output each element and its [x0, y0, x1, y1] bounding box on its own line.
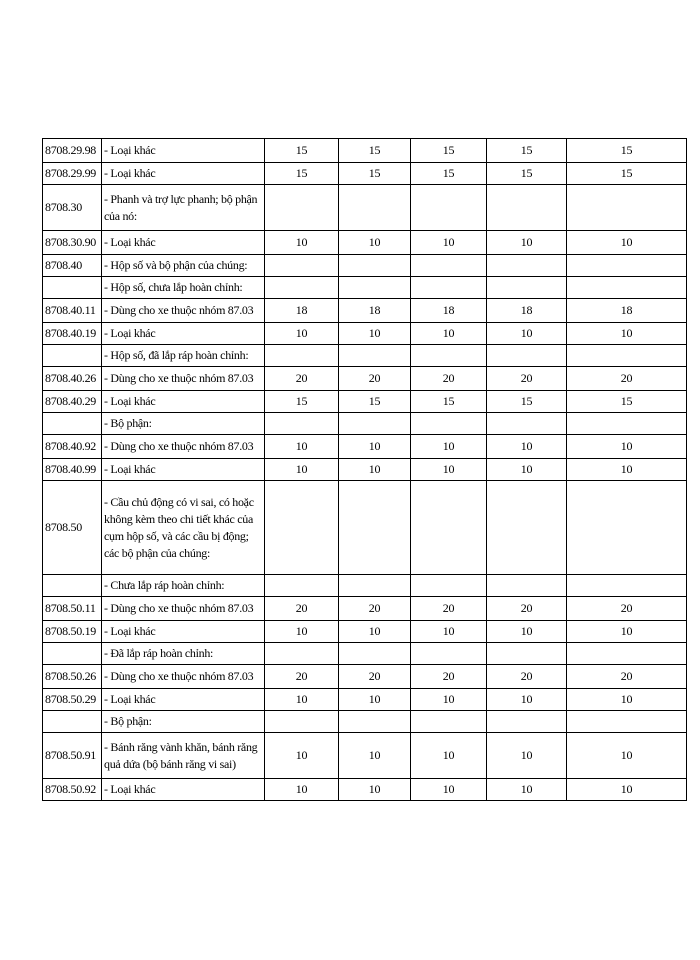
hs-code-cell: 8708.50.92: [43, 779, 102, 801]
rate-cell-year-3: [411, 481, 487, 575]
table-row: [43, 163, 687, 185]
rate-cell-year-4: 10: [487, 323, 567, 345]
rate-cell-year-2: 15: [339, 139, 411, 163]
rate-cell-year-1: 10: [265, 435, 339, 459]
rate-cell-year-2: 10: [339, 621, 411, 643]
hs-code-cell: 8708.29.99: [43, 163, 102, 185]
table-row: [43, 459, 687, 481]
description-cell: - Cầu chủ động có vi sai, có hoặc không kèm theo chi tiết khác của cụm hộp số, và các cầu bị động; các bộ phận của chúng:: [102, 481, 265, 575]
rate-cell-year-3: 10: [411, 323, 487, 345]
description-cell: - Bánh răng vành khăn, bánh răng quả dứa (bộ bánh răng vi sai): [102, 733, 265, 779]
rate-cell-year-3: 10: [411, 435, 487, 459]
rate-cell-year-1: 18: [265, 299, 339, 323]
description-cell: - Hộp số, đã lắp ráp hoàn chỉnh:: [102, 345, 265, 367]
rate-cell-year-4: [487, 413, 567, 435]
description-cell: - Bộ phận:: [102, 711, 265, 733]
rate-cell-year-4: [487, 345, 567, 367]
table-row: [43, 435, 687, 459]
rate-cell-year-3: [411, 711, 487, 733]
rate-cell-year-2: 20: [339, 367, 411, 391]
rate-cell-year-3: 18: [411, 299, 487, 323]
table-row: [43, 139, 687, 163]
rate-cell-year-2: [339, 413, 411, 435]
rate-cell-year-1: 15: [265, 163, 339, 185]
description-cell: - Dùng cho xe thuộc nhóm 87.03: [102, 597, 265, 621]
rate-cell-year-1: [265, 481, 339, 575]
table-row: [43, 643, 687, 665]
rate-cell-year-5: 10: [567, 459, 687, 481]
table-row: [43, 185, 687, 231]
rate-cell-year-5: 20: [567, 597, 687, 621]
rate-cell-year-1: [265, 413, 339, 435]
table-row: [43, 231, 687, 255]
rate-cell-year-4: 18: [487, 299, 567, 323]
table-row: [43, 367, 687, 391]
rate-cell-year-4: 10: [487, 779, 567, 801]
rate-cell-year-3: 10: [411, 733, 487, 779]
description-cell: - Loại khác: [102, 459, 265, 481]
rate-cell-year-2: 10: [339, 689, 411, 711]
description-cell: - Loại khác: [102, 391, 265, 413]
rate-cell-year-5: [567, 575, 687, 597]
rate-cell-year-4: 20: [487, 367, 567, 391]
table-row: [43, 733, 687, 779]
table-row: [43, 575, 687, 597]
rate-cell-year-3: 20: [411, 597, 487, 621]
rate-cell-year-5: 10: [567, 435, 687, 459]
rate-cell-year-4: [487, 255, 567, 277]
hs-code-cell: 8708.50.19: [43, 621, 102, 643]
rate-cell-year-4: [487, 185, 567, 231]
rate-cell-year-4: 10: [487, 621, 567, 643]
rate-cell-year-2: 10: [339, 323, 411, 345]
table-row: [43, 323, 687, 345]
hs-code-cell: 8708.40.92: [43, 435, 102, 459]
description-cell: - Loại khác: [102, 231, 265, 255]
hs-code-cell: 8708.50.91: [43, 733, 102, 779]
rate-cell-year-1: 15: [265, 391, 339, 413]
description-cell: - Hộp số, chưa lắp hoàn chỉnh:: [102, 277, 265, 299]
rate-cell-year-4: 10: [487, 689, 567, 711]
rate-cell-year-5: [567, 277, 687, 299]
rate-cell-year-3: 15: [411, 139, 487, 163]
rate-cell-year-3: [411, 643, 487, 665]
rate-cell-year-4: 10: [487, 733, 567, 779]
rate-cell-year-5: 10: [567, 689, 687, 711]
rate-cell-year-1: [265, 255, 339, 277]
rate-cell-year-3: 20: [411, 367, 487, 391]
rate-cell-year-5: [567, 413, 687, 435]
table-row: [43, 665, 687, 689]
rate-cell-year-5: [567, 481, 687, 575]
description-cell: - Bộ phận:: [102, 413, 265, 435]
rate-cell-year-2: 10: [339, 779, 411, 801]
rate-cell-year-1: [265, 711, 339, 733]
description-cell: - Dùng cho xe thuộc nhóm 87.03: [102, 435, 265, 459]
rate-cell-year-2: 15: [339, 163, 411, 185]
rate-cell-year-4: [487, 481, 567, 575]
rate-cell-year-3: 10: [411, 621, 487, 643]
description-cell: - Đã lắp ráp hoàn chỉnh:: [102, 643, 265, 665]
rate-cell-year-2: [339, 185, 411, 231]
rate-cell-year-3: [411, 277, 487, 299]
description-cell: - Phanh và trợ lực phanh; bộ phận của nó:: [102, 185, 265, 231]
rate-cell-year-2: 18: [339, 299, 411, 323]
hs-code-cell: [43, 711, 102, 733]
description-cell: - Loại khác: [102, 139, 265, 163]
table-row: [43, 299, 687, 323]
rate-cell-year-1: 20: [265, 665, 339, 689]
rate-cell-year-2: [339, 345, 411, 367]
rate-cell-year-4: 15: [487, 139, 567, 163]
rate-cell-year-5: 10: [567, 231, 687, 255]
rate-cell-year-1: [265, 643, 339, 665]
table-row: [43, 277, 687, 299]
hs-code-cell: 8708.30.90: [43, 231, 102, 255]
rate-cell-year-5: [567, 643, 687, 665]
rate-cell-year-2: [339, 255, 411, 277]
table-row: [43, 597, 687, 621]
rate-cell-year-1: 20: [265, 367, 339, 391]
rate-cell-year-4: 10: [487, 231, 567, 255]
rate-cell-year-2: [339, 481, 411, 575]
rate-cell-year-1: 15: [265, 139, 339, 163]
hs-code-cell: 8708.29.98: [43, 139, 102, 163]
description-cell: - Loại khác: [102, 163, 265, 185]
rate-cell-year-5: 20: [567, 665, 687, 689]
rate-cell-year-5: 10: [567, 323, 687, 345]
hs-code-cell: 8708.50.26: [43, 665, 102, 689]
rate-cell-year-4: 10: [487, 435, 567, 459]
rate-cell-year-5: 10: [567, 779, 687, 801]
table-row: [43, 255, 687, 277]
description-cell: - Dùng cho xe thuộc nhóm 87.03: [102, 367, 265, 391]
hs-code-cell: 8708.40.11: [43, 299, 102, 323]
description-cell: - Chưa lắp ráp hoàn chỉnh:: [102, 575, 265, 597]
description-cell: - Loại khác: [102, 323, 265, 345]
hs-code-cell: [43, 575, 102, 597]
rate-cell-year-3: 15: [411, 391, 487, 413]
rate-cell-year-5: 10: [567, 733, 687, 779]
rate-cell-year-4: 10: [487, 459, 567, 481]
rate-cell-year-5: 20: [567, 367, 687, 391]
table-row: [43, 711, 687, 733]
rate-cell-year-1: [265, 345, 339, 367]
hs-code-cell: 8708.40: [43, 255, 102, 277]
rate-cell-year-3: 10: [411, 689, 487, 711]
hs-code-cell: [43, 277, 102, 299]
hs-code-cell: 8708.50.11: [43, 597, 102, 621]
table-row: [43, 621, 687, 643]
rate-cell-year-2: 10: [339, 459, 411, 481]
rate-cell-year-2: 10: [339, 435, 411, 459]
table-row: [43, 689, 687, 711]
rate-cell-year-4: [487, 643, 567, 665]
rate-cell-year-5: 15: [567, 391, 687, 413]
description-cell: - Loại khác: [102, 779, 265, 801]
rate-cell-year-5: [567, 345, 687, 367]
hs-code-cell: 8708.40.19: [43, 323, 102, 345]
rate-cell-year-5: 15: [567, 163, 687, 185]
rate-cell-year-3: [411, 575, 487, 597]
rate-cell-year-5: 15: [567, 139, 687, 163]
rate-cell-year-1: [265, 277, 339, 299]
rate-cell-year-4: [487, 277, 567, 299]
rate-cell-year-1: [265, 185, 339, 231]
table-row: [43, 779, 687, 801]
description-cell: - Dùng cho xe thuộc nhóm 87.03: [102, 299, 265, 323]
rate-cell-year-5: [567, 185, 687, 231]
rate-cell-year-1: 10: [265, 779, 339, 801]
rate-cell-year-2: 15: [339, 391, 411, 413]
rate-cell-year-3: [411, 185, 487, 231]
table-row: [43, 413, 687, 435]
table-row: [43, 481, 687, 575]
rate-cell-year-4: 20: [487, 665, 567, 689]
rate-cell-year-5: [567, 711, 687, 733]
hs-code-cell: 8708.50: [43, 481, 102, 575]
rate-cell-year-2: [339, 711, 411, 733]
hs-code-cell: 8708.50.29: [43, 689, 102, 711]
rate-cell-year-2: [339, 575, 411, 597]
tariff-table: [42, 138, 687, 801]
rate-cell-year-4: 20: [487, 597, 567, 621]
rate-cell-year-5: 18: [567, 299, 687, 323]
rate-cell-year-3: [411, 413, 487, 435]
hs-code-cell: [43, 643, 102, 665]
rate-cell-year-3: 10: [411, 231, 487, 255]
rate-cell-year-3: 10: [411, 459, 487, 481]
rate-cell-year-2: 10: [339, 733, 411, 779]
rate-cell-year-1: 20: [265, 597, 339, 621]
rate-cell-year-1: 10: [265, 231, 339, 255]
rate-cell-year-3: 10: [411, 779, 487, 801]
rate-cell-year-3: 20: [411, 665, 487, 689]
table-row: [43, 391, 687, 413]
rate-cell-year-4: [487, 711, 567, 733]
rate-cell-year-3: 15: [411, 163, 487, 185]
rate-cell-year-1: 10: [265, 689, 339, 711]
hs-code-cell: 8708.40.26: [43, 367, 102, 391]
hs-code-cell: [43, 345, 102, 367]
description-cell: - Loại khác: [102, 621, 265, 643]
hs-code-cell: [43, 413, 102, 435]
rate-cell-year-1: 10: [265, 459, 339, 481]
hs-code-cell: 8708.40.29: [43, 391, 102, 413]
rate-cell-year-3: [411, 345, 487, 367]
rate-cell-year-4: 15: [487, 163, 567, 185]
rate-cell-year-2: [339, 277, 411, 299]
rate-cell-year-1: 10: [265, 323, 339, 345]
description-cell: - Dùng cho xe thuộc nhóm 87.03: [102, 665, 265, 689]
rate-cell-year-2: 20: [339, 597, 411, 621]
rate-cell-year-1: 10: [265, 733, 339, 779]
rate-cell-year-3: [411, 255, 487, 277]
rate-cell-year-2: 20: [339, 665, 411, 689]
table-row: [43, 345, 687, 367]
rate-cell-year-4: [487, 575, 567, 597]
rate-cell-year-5: [567, 255, 687, 277]
hs-code-cell: 8708.30: [43, 185, 102, 231]
rate-cell-year-1: 10: [265, 621, 339, 643]
rate-cell-year-4: 15: [487, 391, 567, 413]
hs-code-cell: 8708.40.99: [43, 459, 102, 481]
rate-cell-year-2: 10: [339, 231, 411, 255]
rate-cell-year-2: [339, 643, 411, 665]
description-cell: - Loại khác: [102, 689, 265, 711]
rate-cell-year-5: 10: [567, 621, 687, 643]
rate-cell-year-1: [265, 575, 339, 597]
description-cell: - Hộp số và bộ phận của chúng:: [102, 255, 265, 277]
